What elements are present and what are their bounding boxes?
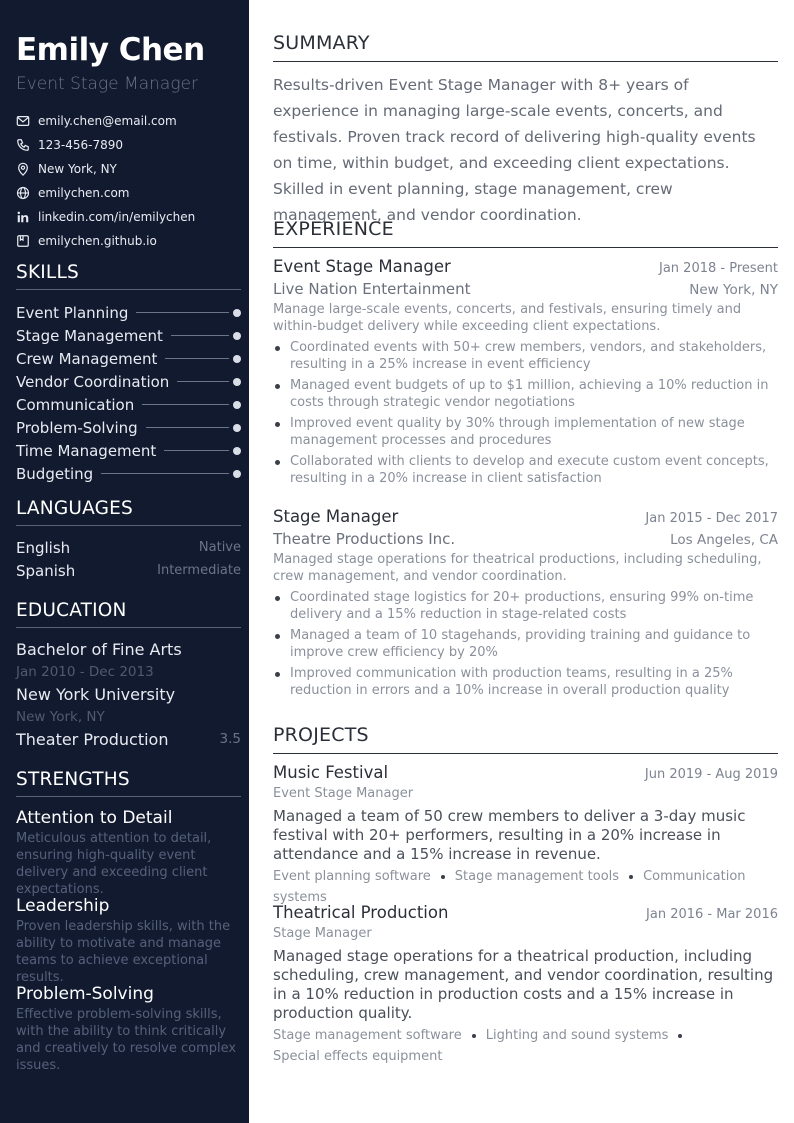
job-dates: Jan 2015 - Dec 2017: [645, 511, 778, 526]
projects-heading: PROJECTS: [273, 724, 778, 754]
skill-leader-line: [101, 473, 229, 474]
skill-item: [16, 347, 241, 370]
contact-text: 123-456-7890: [38, 138, 124, 152]
tag-separator: [472, 1034, 476, 1038]
skill-dot: [233, 309, 241, 317]
skill-dot: [233, 401, 241, 409]
achievement-list: [273, 339, 778, 487]
strength-desc: Meticulous attention to detail, ensuring high-quality event delivery and exceeding client expectations.: [16, 831, 212, 897]
tag-separator: [441, 875, 445, 879]
languages-heading: LANGUAGES: [16, 498, 241, 526]
project-entry: [273, 763, 778, 908]
globe-icon: [16, 186, 30, 200]
contact-phone[interactable]: [16, 133, 241, 157]
mail-icon: [16, 114, 30, 128]
strengths-heading: STRENGTHS: [16, 769, 241, 797]
achievement-item: Improved event quality by 30% through implementation of new stage management processes and procedures: [273, 415, 778, 449]
experience-heading: EXPERIENCE: [273, 218, 778, 248]
skill-leader-line: [146, 427, 229, 428]
achievement-item: Coordinated events with 50+ crew members, vendors, and stakeholders, resulting in a 25% increase in event efficiency: [273, 339, 778, 373]
school-location: New York, NY: [16, 709, 105, 725]
job-location: Los Angeles, CA: [670, 532, 778, 548]
contact-text: New York, NY: [38, 162, 117, 176]
language-item: [16, 559, 241, 582]
strength-title: Leadership: [16, 896, 110, 916]
contact-text: emily.chen@email.com: [38, 114, 177, 128]
job-entry: [273, 257, 778, 491]
project-description: Managed stage operations for a theatrical production, including scheduling, crew management, and vendor coordination, resulting in a 10% reduction in production costs and a 15% increase in production quality.: [273, 947, 774, 1022]
strength-item: [16, 808, 241, 898]
skill-leader-line: [164, 450, 229, 451]
sidebar: [0, 0, 249, 1123]
skill-dot: [233, 332, 241, 340]
field-of-study: Theater Production: [16, 730, 169, 749]
project-dates: Jun 2019 - Aug 2019: [644, 767, 778, 782]
project-role: Stage Manager: [273, 926, 372, 941]
achievement-item: Managed a team of 10 stagehands, providing training and guidance to improve crew efficiency by 20%: [273, 627, 778, 661]
job-description: Managed stage operations for theatrical productions, including scheduling, crew management, and vendor coordination.: [273, 552, 762, 584]
degree: Bachelor of Fine Arts: [16, 640, 182, 659]
project-dates: Jan 2016 - Mar 2016: [646, 907, 778, 922]
skill-name: Vendor Coordination: [16, 372, 170, 391]
skill-dot: [233, 470, 241, 478]
contact-github[interactable]: [16, 229, 241, 253]
tag-separator: [629, 875, 633, 879]
tag: Lighting and sound systems: [485, 1028, 669, 1043]
skill-item: [16, 416, 241, 439]
github-icon: [16, 234, 30, 248]
project-description: Managed a team of 50 crew members to deliver a 3-day music festival with 20+ performers, resulting in a 20% increase in attendance and a 15% increase in revenue.: [273, 807, 746, 863]
summary-text: Results-driven Event Stage Manager with 8+ years of experience in managing large-scale events, concerts, and festivals. Proven track record of delivering high-quality events on time, within budget, and exceeding client expectations. Skilled in event planning, stage management, crew management, and vendor coordination.: [273, 76, 756, 224]
skill-leader-line: [142, 404, 229, 405]
skill-item: [16, 324, 241, 347]
tag: Communication systems: [273, 869, 746, 905]
candidate-name: Emily Chen: [16, 32, 205, 68]
project-title: Theatrical Production: [273, 903, 449, 922]
job-title: Stage Manager: [273, 507, 399, 526]
achievement-list: [273, 589, 778, 699]
skill-name: Stage Management: [16, 326, 163, 345]
skill-item: [16, 301, 241, 324]
contact-email[interactable]: [16, 109, 241, 133]
achievement-item: Improved communication with production teams, resulting in a 25% reduction in errors and a 10% increase in overall production quality: [273, 665, 778, 699]
education-heading: EDUCATION: [16, 600, 241, 628]
skill-name: Crew Management: [16, 349, 158, 368]
tag: Special effects equipment: [273, 1049, 443, 1064]
skill-leader-line: [177, 381, 229, 382]
linkedin-icon: [16, 210, 30, 224]
project-tags: [273, 1025, 778, 1067]
location-pin-icon: [16, 162, 30, 176]
skill-dot: [233, 355, 241, 363]
language-item: [16, 536, 241, 559]
contact-text: emilychen.github.io: [38, 234, 157, 248]
phone-icon: [16, 138, 30, 152]
skill-name: Problem-Solving: [16, 418, 138, 437]
candidate-role: Event Stage Manager: [16, 74, 198, 94]
school: New York University: [16, 685, 176, 704]
project-tags: [273, 866, 778, 908]
job-dates: Jan 2018 - Present: [659, 261, 778, 276]
skills-heading: SKILLS: [16, 262, 241, 290]
contact-website[interactable]: [16, 181, 241, 205]
job-entry: [273, 507, 778, 703]
strength-desc: Proven leadership skills, with the ability to motivate and manage teams to achieve exceptional results.: [16, 919, 231, 985]
tag: Stage management software: [273, 1028, 462, 1043]
skill-dot: [233, 447, 241, 455]
skill-dot: [233, 424, 241, 432]
strength-desc: Effective problem-solving skills, with the ability to think critically and creatively to resolve complex issues.: [16, 1007, 237, 1073]
tag: Stage management tools: [454, 869, 620, 884]
language-level: Native: [198, 540, 241, 555]
skill-leader-line: [165, 358, 229, 359]
skill-name: Time Management: [16, 441, 157, 460]
skill-name: Budgeting: [16, 464, 94, 483]
skill-name: Communication: [16, 395, 135, 414]
strength-title: Problem-Solving: [16, 984, 154, 1004]
skills-list: [16, 301, 241, 485]
language-name: Spanish: [16, 561, 76, 580]
education-entry: [16, 638, 241, 751]
job-title: Event Stage Manager: [273, 257, 451, 276]
skill-dot: [233, 378, 241, 386]
tag-separator: [678, 1034, 682, 1038]
achievement-item: Coordinated stage logistics for 20+ productions, ensuring 99% on-time delivery and a 15% reduction in stage-related costs: [273, 589, 778, 623]
contact-linkedin[interactable]: [16, 205, 241, 229]
achievement-item: Collaborated with clients to develop and execute custom event concepts, resulting in a 20% increase in client satisfaction: [273, 453, 778, 487]
skill-item: [16, 393, 241, 416]
languages-list: [16, 536, 241, 582]
skill-item: [16, 370, 241, 393]
field-row: [16, 728, 241, 751]
job-description: Manage large-scale events, concerts, and festivals, ensuring timely and within-budget delivery while exceeding client expectations.: [273, 302, 742, 334]
skill-leader-line: [136, 312, 229, 313]
company: Theatre Productions Inc.: [273, 530, 456, 548]
project-role: Event Stage Manager: [273, 786, 414, 801]
strength-item: [16, 896, 241, 986]
contact-location: [16, 157, 241, 181]
language-name: English: [16, 538, 71, 557]
skill-item: [16, 462, 241, 485]
summary-heading: SUMMARY: [273, 32, 778, 62]
contact-list: [16, 109, 241, 253]
tag: Event planning software: [273, 869, 431, 884]
skill-item: [16, 439, 241, 462]
project-entry: [273, 903, 778, 1067]
gpa: 3.5: [219, 731, 241, 747]
contact-text: linkedin.com/in/emilychen: [38, 210, 196, 224]
company: Live Nation Entertainment: [273, 280, 471, 298]
language-level: Intermediate: [157, 563, 241, 578]
achievement-item: Managed event budgets of up to $1 million, achieving a 10% reduction in costs through strategic vendor negotiations: [273, 377, 778, 411]
strength-item: [16, 984, 241, 1074]
education-dates: Jan 2010 - Dec 2013: [16, 664, 154, 680]
strength-title: Attention to Detail: [16, 808, 173, 828]
skill-leader-line: [171, 335, 229, 336]
skill-name: Event Planning: [16, 303, 129, 322]
project-title: Music Festival: [273, 763, 389, 782]
contact-text: emilychen.com: [38, 186, 130, 200]
job-location: New York, NY: [689, 282, 778, 298]
